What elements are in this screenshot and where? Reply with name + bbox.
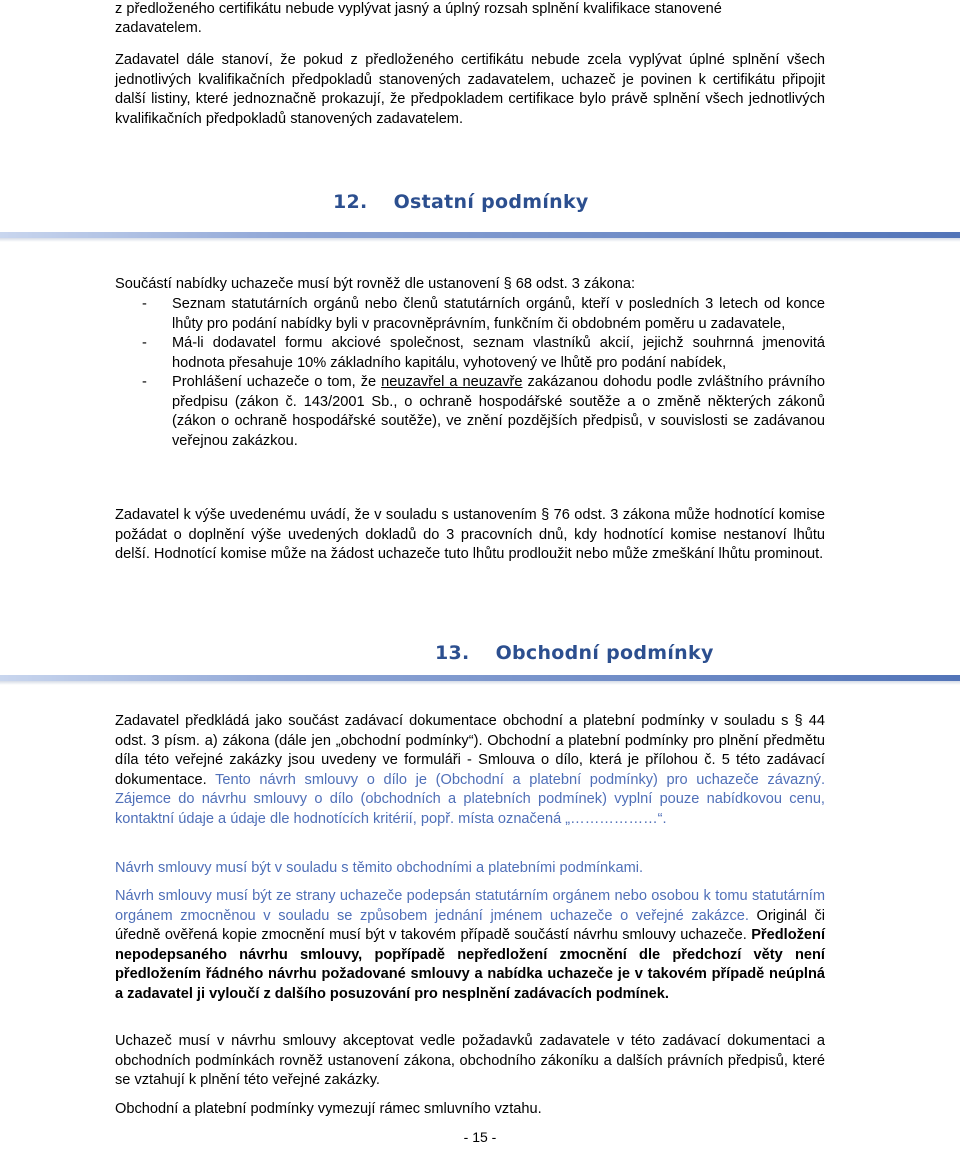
section-12-paragraph: Zadavatel k výše uvedenému uvádí, že v souladu s ustanovením § 76 odst. 3 zákona může hodnotící komise požádat o doplnění výše uvedených dokladů do 3 pracovních dnů, kdy hodnotící komise nestanoví lhůtu delší. Hodnotící komise může na žádost uchazeče tuto lhůtu prodloužit nebo může zmeškání lhůtu prominout. [115,507,825,562]
section-13-paragraph-3: Návrh smlouvy musí být ze strany uchazeče podepsán statutárním orgánem nebo osobou k tomu statutárním orgánem zmocněnou v souladu se způsobem jednání jménem uchazeče o veřejné zakázce. Originál či úředně ověřená kopie zmocnění musí být v takovém případě součástí návrhu smlouvy uchazeče. Předložení nepodepsaného návrhu smlouvy, popřípadě nepředložení zmocnění dle předchozí věty není předložením řádného návrhu požadované smlouvy a nabídka uchazeče je v takovém případě neúplná a zadavatel ji vyloučí z dalšího posuzování pro nesplnění zadávacích podmínek. [115,888,825,1002]
underlined-text: neuzavřel a neuzavře [381,374,523,390]
section-13-paragraph-4: Uchazeč musí v návrhu smlouvy akceptovat vedle požadavků zadavatele v této zadávací dokumentaci a obchodních podmínkách rovněž ustanovení zákona, obchodního zákoníku a dalších právních předpisů, které se vztahují k plnění této veřejné zakázky. [115,1033,825,1088]
section-13-rule [0,675,960,685]
section-13-number: 13. [435,642,470,664]
list-item-text: Seznam statutárních orgánů nebo členů statutárních orgánů, kteří v posledních 3 letech od konce lhůty pro podání nabídky byli v pracovněprávním, funkčním či obdobném poměru u zadavatele, [172,296,825,332]
top-paragraph: Zadavatel dále stanoví, že pokud z předloženého certifikátu nebude zcela vyplývat úplné splnění všech jednotlivých kvalifikačních předpokladů stanovených zadavatelem, uchazeč je povinen k certifikátu připojit další listiny, které jednoznačně prokazují, že předpokladem certifikace bylo právě splnění všech jednotlivých kvalifikačních předpokladů stanovených zadavatelem. [115,52,825,127]
bold-text: Předložení nepodepsaného návrhu smlouvy, popřípadě nepředložení zmocnění dle předchozí věty není předložením řádného návrhu požadované smlouvy a nabídka uchazeče je v takovém případě neúplná a zadavatel ji vyloučí z dalšího posuzování pro nesplnění zadávacích podmínek. [115,927,825,1002]
list-item: - Má-li dodavatel formu akciové společnost, seznam vlastníků akcií, jejichž souhrnná jmenovitá hodnota přesahuje 10% základního kapitálu, vyhotovený ve lhůtě pro podání nabídek, [142,335,825,371]
section-13-paragraph-2: Návrh smlouvy musí být v souladu s těmito obchodními a platebními podmínkami. [115,860,644,876]
section-13-paragraph-1: Zadavatel předkládá jako součást zadávací dokumentace obchodní a platební podmínky v souladu s § 44 odst. 3 písm. a) zákona (dále jen „obchodní podmínky“). Obchodní a platební podmínky pro plnění předmětu díla této veřejné zakázky jsou uvedeny ve formuláři - Smlouva o dílo, která je přílohou č. 5 této zadávací dokumentace. Tento návrh smlouvy o dílo je (Obchodní a platební podmínky) pro uchazeče závazný. Zájemce do návrhu smlouvy o dílo (obchodních a platebních podmínek) vyplní pouze nabídkovou cenu, kontaktní údaje a údaje dle hodnotících kritérií, popř. místa označená „………………“. [115,713,825,827]
top-continuation-line: z předloženého certifikátu nebude vyplývat jasný a úplný rozsah splnění kvalifikace stanovené [115,1,722,17]
section-13-paragraph-5: Obchodní a platební podmínky vymezují rámec smluvního vztahu. [115,1101,542,1117]
blue-text: Tento návrh smlouvy o dílo je (Obchodní a platební podmínky) pro uchazeče závazný. Zájemce do návrhu smlouvy o dílo (obchodních a platebních podmínek) vyplní pouze nabídkovou cenu, kontaktní údaje a údaje dle hodnotících kritérií, popř. místa označená „………………“. [115,771,825,827]
page-number: - 15 - [463,1129,497,1145]
section-12-intro: Součástí nabídky uchazeče musí být rovněž dle ustanovení § 68 odst. 3 zákona: [115,276,636,292]
section-12-rule [0,232,960,242]
list-item: - Prohlášení uchazeče o tom, že neuzavřel a neuzavře zakázanou dohodu podle zvláštního právního předpisu (zákon č. 143/2001 Sb., o ochraně hospodářské soutěže a o změně některých zákonů (zákon o ochraně hospodářské soutěže), ve znění pozdějších předpisů, v souvislosti se zadávanou veřejnou zakázkou. [142,374,825,449]
section-12-list [115,295,825,451]
blue-text: Návrh smlouvy musí být ze strany uchazeče podepsán statutárním orgánem nebo osobou k tomu statutárním orgánem zmocněnou v souladu se způsobem jednání jménem uchazeče o veřejné zakázce. [115,888,825,924]
list-item-text: Prohlášení uchazeče o tom, že neuzavřel a neuzavře zakázanou dohodu podle zvláštního právního předpisu (zákon č. 143/2001 Sb., o ochraně hospodářské soutěže a o změně některých zákonů (zákon o ochraně hospodářské soutěže), ve znění pozdějších předpisů, v souvislosti se zadávanou veřejnou zakázkou. [172,374,825,449]
list-item-text: Má-li dodavatel formu akciové společnost, seznam vlastníků akcií, jejichž souhrnná jmenovitá hodnota přesahuje 10% základního kapitálu, vyhotovený ve lhůtě pro podání nabídek, [172,335,825,371]
section-12-title: Ostatní podmínky [393,191,589,213]
section-13-title: Obchodní podmínky [495,642,714,664]
section-13-heading [435,642,714,664]
list-item: - Seznam statutárních orgánů nebo členů statutárních orgánů, kteří v posledních 3 letech od konce lhůty pro podání nabídky byli v pracovněprávním, funkčním či obdobném poměru u zadavatele, [142,296,825,332]
top-continuation-line-2: zadavatelem. [115,20,202,36]
section-12-heading [333,191,589,213]
section-12-number: 12. [333,191,368,213]
